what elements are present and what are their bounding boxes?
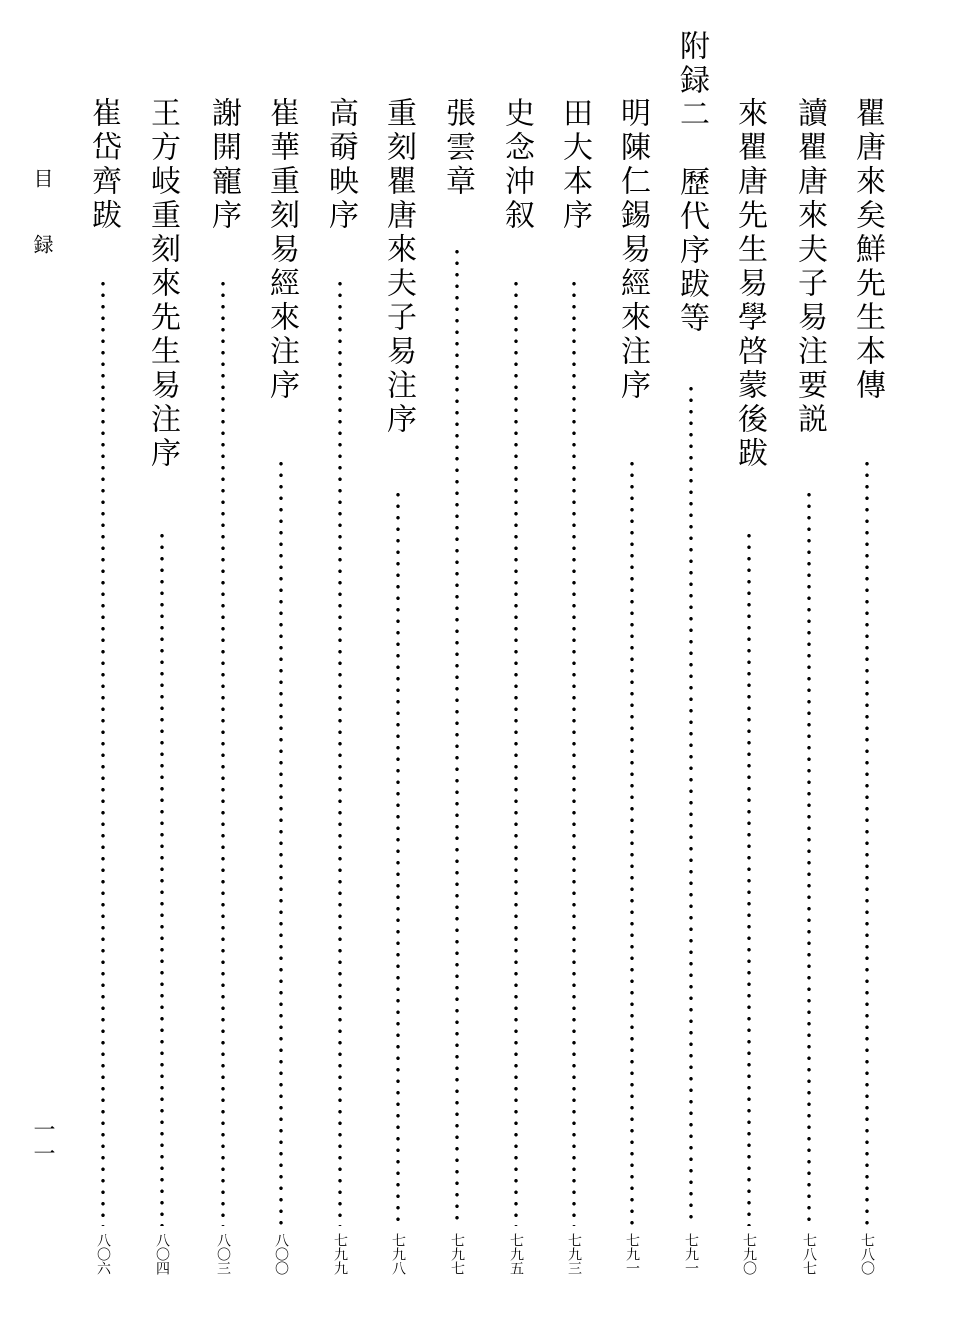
leader-dots [514,278,518,1226]
leader-dots [865,458,869,1226]
toc-entry[interactable] [320,0,360,1331]
leader-dots [338,278,342,1226]
leader-dots [396,489,400,1226]
toc-entry[interactable] [142,0,182,1331]
toc-entry-title: 崔華重刻易經來注序 [264,97,299,403]
toc-entry-page: 七九九 [332,1233,348,1275]
toc-entry[interactable] [612,0,652,1331]
toc-entry[interactable] [729,0,769,1331]
toc-section-heading[interactable] [671,0,711,1331]
page-folio: 一一 [30,1118,55,1166]
toc-entry-page: 七九五 [508,1233,524,1275]
toc-entry[interactable] [496,0,536,1331]
toc-entry[interactable] [261,0,301,1331]
leader-dots [630,458,634,1226]
toc-entry[interactable] [847,0,887,1331]
toc-entry-title: 謝開寵序 [206,97,241,233]
toc-entry-page: 七九一 [624,1233,640,1275]
toc-entry-title: 張雲章 [440,97,475,199]
leader-dots [221,278,225,1226]
toc-entry-title: 來瞿唐先生易學啓蒙後跋 [732,97,767,471]
toc-entry-page: 七八〇 [859,1233,875,1275]
toc-entry-title: 瞿唐來矣鮮先生本傳 [850,97,885,403]
toc-entry-page: 七九一 [683,1233,699,1275]
leader-dots [160,530,164,1226]
toc-entry-page: 七九〇 [741,1233,757,1275]
toc-entry-title: 王方岐重刻來先生易注序 [145,97,180,471]
toc-entry-title: 崔岱齊跋 [86,97,121,233]
toc-entry-title: 明陳仁錫易經來注序 [615,97,650,403]
toc-entry-page: 八〇四 [154,1233,170,1275]
leader-dots [572,278,576,1226]
toc-entry[interactable] [437,0,477,1331]
leader-dots [279,458,283,1226]
toc-entry[interactable] [789,0,829,1331]
toc-entry[interactable] [203,0,243,1331]
toc-entry-title: 讀瞿唐來夫子易注要説 [792,97,827,437]
toc-entry-page: 七九八 [390,1233,406,1275]
leader-dots [455,246,459,1226]
toc-entry[interactable] [378,0,418,1331]
toc-entry-title: 重刻瞿唐來夫子易注序 [381,97,416,437]
leader-dots [101,278,105,1226]
toc-entry-title: 田大本序 [557,97,592,233]
toc-entry-page: 八〇三 [215,1233,231,1275]
leader-dots [747,530,751,1226]
toc-entry-page: 七九七 [449,1233,465,1275]
toc-entry-page: 七九三 [566,1233,582,1275]
toc-entry[interactable] [554,0,594,1331]
toc-entry-title: 附録二 歷代序跋等 [674,30,709,336]
toc-entry[interactable] [83,0,123,1331]
toc-entry-title: 史念沖叙 [499,97,534,233]
section-label: 目録 [30,168,54,300]
leader-dots [689,383,693,1226]
toc-entry-page: 八〇六 [95,1233,111,1275]
toc-entry-title: 高奣映序 [323,97,358,233]
leader-dots [807,489,811,1226]
toc-entry-page: 七八七 [801,1233,817,1275]
toc-entry-page: 八〇〇 [273,1233,289,1275]
